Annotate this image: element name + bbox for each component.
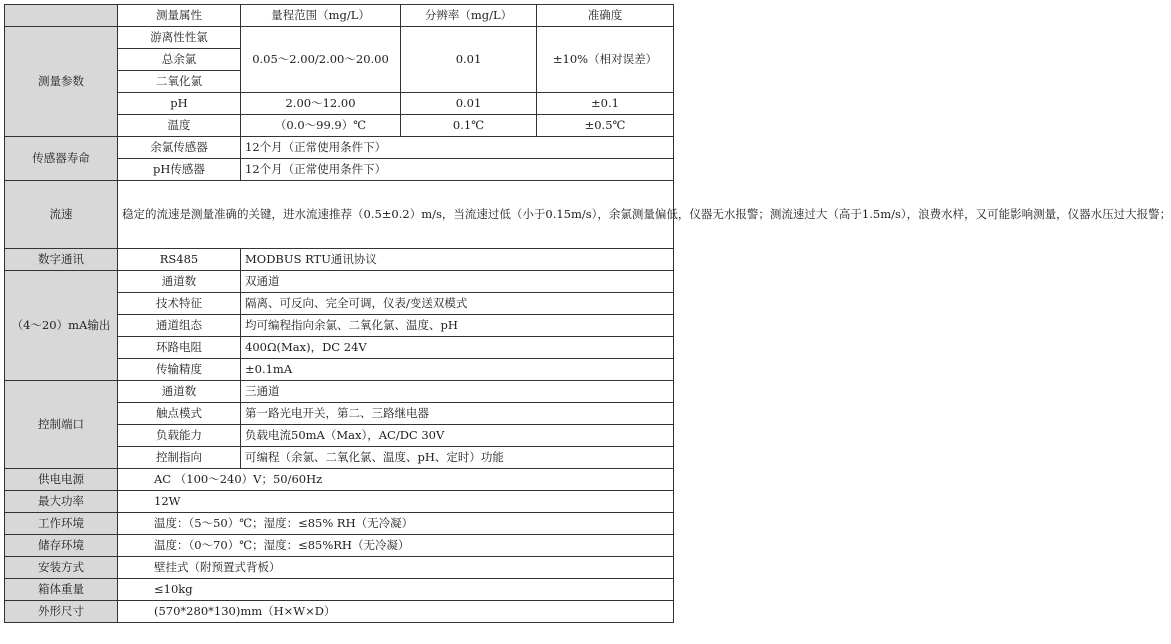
table-row xyxy=(5,469,674,491)
sensor-name: pH传感器 xyxy=(118,159,241,181)
temp-accuracy: ±0.5℃ xyxy=(537,115,674,137)
analog-value: 双通道 xyxy=(241,271,674,293)
param-chlorine-dioxide: 二氧化氯 xyxy=(118,71,241,93)
installation-value: 壁挂式（附预置式背板） xyxy=(118,557,674,579)
header-attribute: 测量属性 xyxy=(118,5,241,27)
control-value: 第一路光电开关，第二、三路继电器 xyxy=(241,403,674,425)
header-range: 量程范围（mg/L） xyxy=(241,5,401,27)
param-temperature: 温度 xyxy=(118,115,241,137)
chlorine-range: 0.05～2.00/2.00～20.00 xyxy=(241,27,401,93)
table-header-row xyxy=(5,5,674,27)
analog-name: 通道数 xyxy=(118,271,241,293)
table-row xyxy=(5,557,674,579)
category-dimensions: 外形尺寸 xyxy=(5,601,118,623)
table-row xyxy=(5,491,674,513)
table-row xyxy=(5,381,674,403)
table-row xyxy=(5,601,674,623)
control-name: 控制指向 xyxy=(118,447,241,469)
table-row xyxy=(5,513,674,535)
category-flow: 流速 xyxy=(5,181,118,249)
max-power-value: 12W xyxy=(118,491,674,513)
sensor-value: 12个月（正常使用条件下） xyxy=(241,159,674,181)
control-name: 通道数 xyxy=(118,381,241,403)
control-name: 触点模式 xyxy=(118,403,241,425)
control-value: 负载电流50mA（Max），AC/DC 30V xyxy=(241,425,674,447)
ph-resolution: 0.01 xyxy=(401,93,537,115)
weight-value: ≤10kg xyxy=(118,579,674,601)
control-value: 三通道 xyxy=(241,381,674,403)
analog-name: 技术特征 xyxy=(118,293,241,315)
header-accuracy: 准确度 xyxy=(537,5,674,27)
flow-description: 稳定的流速是测量准确的关键，进水流速推荐（0.5±0.2）m/s，当流速过低（小于0.15m/s），余氯测量偏低，仪器无水报警；测流速过大（高于1.5m/s），浪费水样，又可能影响测量，仪器水压过大报警； xyxy=(118,181,674,249)
param-total-chlorine: 总余氯 xyxy=(118,49,241,71)
category-power-supply: 供电电源 xyxy=(5,469,118,491)
sensor-value: 12个月（正常使用条件下） xyxy=(241,137,674,159)
param-free-chlorine: 游离性性氯 xyxy=(118,27,241,49)
analog-value: 均可编程指向余氯、二氧化氯、温度、pH xyxy=(241,315,674,337)
category-max-power: 最大功率 xyxy=(5,491,118,513)
table-row xyxy=(5,27,674,49)
temp-range: （0.0～99.9）℃ xyxy=(241,115,401,137)
power-supply-value: AC （100～240）V；50/60Hz xyxy=(118,469,674,491)
category-control-port: 控制端口 xyxy=(5,381,118,469)
control-name: 负载能力 xyxy=(118,425,241,447)
analog-name: 通道组态 xyxy=(118,315,241,337)
storage-environment-value: 温度：（0～70）℃；湿度：≤85%RH（无冷凝） xyxy=(118,535,674,557)
analog-value: 隔离、可反向、完全可调，仪表/变送双模式 xyxy=(241,293,674,315)
table-row xyxy=(5,535,674,557)
category-comm: 数字通讯 xyxy=(5,249,118,271)
spec-table xyxy=(4,4,1171,623)
category-storage-environment: 储存环境 xyxy=(5,535,118,557)
table-row xyxy=(5,137,674,159)
analog-value: ±0.1mA xyxy=(241,359,674,381)
comm-interface: RS485 xyxy=(118,249,241,271)
comm-protocol: MODBUS RTU通讯协议 xyxy=(241,249,674,271)
dimensions-value: (570*280*130)mm（H×W×D） xyxy=(118,601,674,623)
analog-name: 环路电阻 xyxy=(118,337,241,359)
control-value: 可编程（余氯、二氧化氯、温度、pH、定时）功能 xyxy=(241,447,674,469)
chlorine-resolution: 0.01 xyxy=(401,27,537,93)
ph-accuracy: ±0.1 xyxy=(537,93,674,115)
category-installation: 安装方式 xyxy=(5,557,118,579)
table-row xyxy=(5,249,674,271)
table-row xyxy=(5,579,674,601)
working-environment-value: 温度：（5～50）℃；湿度：≤85% RH（无冷凝） xyxy=(118,513,674,535)
category-measure: 测量参数 xyxy=(5,27,118,137)
category-working-environment: 工作环境 xyxy=(5,513,118,535)
sensor-name: 余氯传感器 xyxy=(118,137,241,159)
chlorine-accuracy: ±10%（相对误差） xyxy=(537,27,674,93)
header-empty-cell xyxy=(5,5,118,27)
category-sensor-life: 传感器寿命 xyxy=(5,137,118,181)
category-analog-output: （4～20）mA输出 xyxy=(5,271,118,381)
param-ph: pH xyxy=(118,93,241,115)
temp-resolution: 0.1℃ xyxy=(401,115,537,137)
category-weight: 箱体重量 xyxy=(5,579,118,601)
ph-range: 2.00～12.00 xyxy=(241,93,401,115)
table-row xyxy=(5,181,674,249)
table-row xyxy=(5,271,674,293)
header-resolution: 分辨率（mg/L） xyxy=(401,5,537,27)
analog-name: 传输精度 xyxy=(118,359,241,381)
analog-value: 400Ω(Max)，DC 24V xyxy=(241,337,674,359)
